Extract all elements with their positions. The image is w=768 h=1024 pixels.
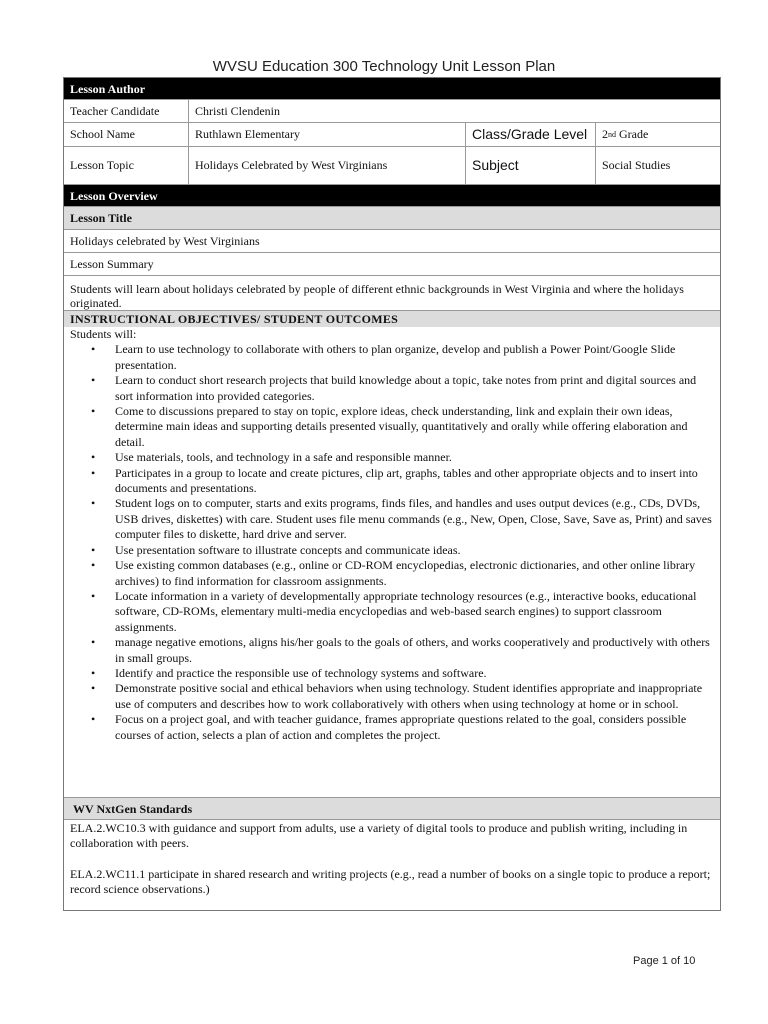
standards-body: [64, 820, 720, 910]
objectives-list: [70, 342, 714, 743]
objective-item: • Learn to conduct short research projects that build knowledge about a topic, take notes from print and digital sources and sort information into provided categories.: [115, 373, 714, 404]
lesson-title-value: Holidays celebrated by West Virginians: [64, 230, 720, 253]
document-title: WVSU Education 300 Technology Unit Lesson Plan: [212, 58, 556, 75]
objective-item: • Focus on a project goal, and with teacher guidance, frames appropriate questions related to the goal, considers possible courses of action, selects a plan of action and completes the project.: [115, 712, 714, 743]
objectives-intro: Students will:: [70, 327, 137, 341]
standards-header: WV NxtGen Standards: [64, 798, 720, 820]
grade-number: 2: [602, 127, 608, 141]
objective-item: • Use materials, tools, and technology in a safe and responsible manner.: [115, 450, 714, 465]
subject-label: Subject: [465, 147, 595, 184]
grade-suffix: Grade: [616, 127, 649, 141]
lesson-summary-header: Lesson Summary: [64, 253, 720, 276]
grade-value: [595, 123, 720, 146]
subject-value: Social Studies: [595, 147, 720, 184]
topic-row: [64, 147, 720, 185]
objective-item: • manage negative emotions, aligns his/her goals to the goals of others, and works cooperatively and productively with others in small groups.: [115, 635, 714, 666]
grade-ordinal: nd: [608, 130, 616, 139]
objective-item: • Identify and practice the responsible use of technology systems and software.: [115, 666, 714, 681]
topic-label: Lesson Topic: [70, 158, 134, 172]
school-label: School Name: [70, 127, 135, 141]
lesson-plan-table: [63, 77, 721, 911]
school-value: Ruthlawn Elementary: [188, 123, 465, 146]
standard-item: ELA.2.WC10.3 with guidance and support from adults, use a variety of digital tools to produce and publish writing, including in collaboration with peers.: [70, 821, 688, 851]
teacher-candidate-label: Teacher Candidate: [70, 103, 160, 118]
objective-item: • Learn to use technology to collaborate with others to plan organize, develop and publish a Power Point/Google Slide presentation.: [115, 342, 714, 373]
teacher-candidate-value: Christi Clendenin: [188, 100, 720, 122]
lesson-author-header: Lesson Author: [64, 78, 720, 100]
objective-item: • Use existing common databases (e.g., online or CD-ROM encyclopedias, electronic dictionaries, and other online library archives) to find information for classroom assignments.: [115, 558, 714, 589]
grade-label: Class/Grade Level: [465, 123, 595, 146]
objective-item: • Use presentation software to illustrate concepts and communicate ideas.: [115, 543, 714, 558]
objective-item: • Participates in a group to locate and create pictures, clip art, graphs, tables and other appropriate objects and to insert into documents and presentations.: [115, 466, 714, 497]
lesson-title-header: Lesson Title: [64, 207, 720, 230]
teacher-candidate-row: [64, 100, 720, 123]
objective-item: • Come to discussions prepared to stay on topic, explore ideas, check understanding, link and explain their own ideas, determine main ideas and supporting details presented visually, quantitatively and orally while offering elaboration and detail.: [115, 404, 714, 450]
school-row: [64, 123, 720, 147]
objective-item: • Demonstrate positive social and ethical behaviors when using technology. Student identifies appropriate and inappropriate use of computers and describes how to work collaboratively with others when using technology at home or in school.: [115, 681, 714, 712]
topic-value: Holidays Celebrated by West Virginians: [188, 147, 465, 184]
objective-item: • Locate information in a variety of developmentally appropriate technology resources (e.g., interactive books, educational software, CD-ROMs, elementary multi-media encyclopedias and web-based search engines) to support classroom assignments.: [115, 589, 714, 635]
lesson-summary-value: Students will learn about holidays celebrated by people of different ethnic backgrounds in West Virginia and where the holidays originated.: [64, 276, 720, 311]
objective-item: • Student logs on to computer, starts and exits programs, finds files, and handles and uses output devices (e.g., CDs, DVDs, USB drives, diskettes) with care. Student uses file menu commands (e.g., New, Open, Close, Save, Save as, Print) and saves computer files to diskette, hard drive and server.: [115, 496, 714, 542]
objectives-body: [64, 327, 720, 798]
standard-item: ELA.2.WC11.1 participate in shared research and writing projects (e.g., read a number of books on a single topic to produce a report; record science observations.): [70, 866, 711, 897]
lesson-overview-header: Lesson Overview: [64, 185, 720, 207]
objectives-header: INSTRUCTIONAL OBJECTIVES/ STUDENT OUTCOMES: [64, 311, 720, 327]
page-number: Page 1 of 10: [633, 955, 696, 967]
